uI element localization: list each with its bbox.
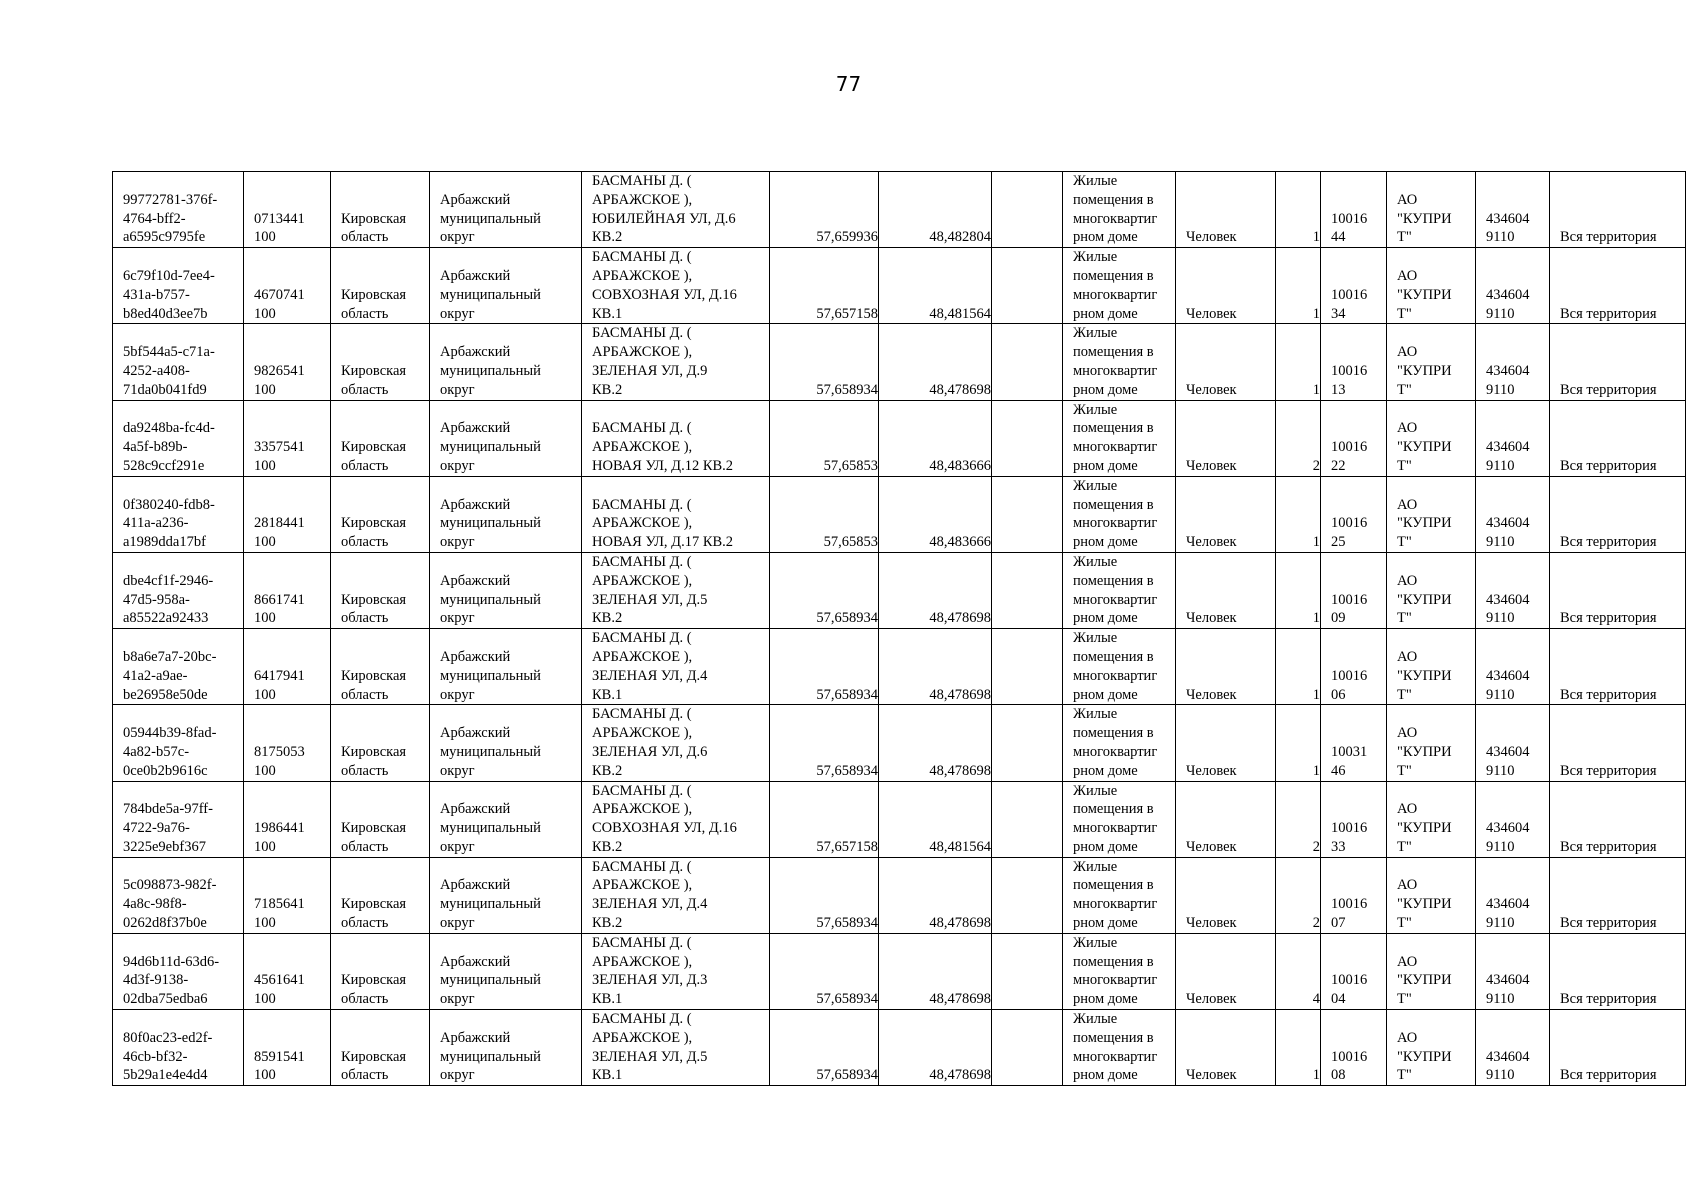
cell-account: 10031 46 [1321,705,1387,781]
cell-record-id: 5bf544a5-c71a- 4252-a408- 71da0b041fd9 [113,324,244,400]
cell-code: 9826541 100 [244,324,331,400]
cell-region: Кировская область [331,400,430,476]
cell-district: Арбажский муниципальный округ [430,1010,582,1086]
cell-district: Арбажский муниципальный округ [430,552,582,628]
registry-table [112,171,1686,1086]
cell-code: 6417941 100 [244,629,331,705]
cell-territory: Вся территория [1550,476,1686,552]
cell-inn: 434604 9110 [1476,629,1550,705]
cell-latitude: 57,658934 [770,857,879,933]
cell-territory: Вся территория [1550,781,1686,857]
cell-latitude: 57,658934 [770,705,879,781]
cell-organization: АО "КУПРИ Т" [1387,172,1476,248]
table-row [113,933,1686,1009]
cell-empty [992,552,1063,628]
cell-latitude: 57,658934 [770,933,879,1009]
cell-account: 10016 33 [1321,781,1387,857]
cell-address: БАСМАНЫ Д. ( АРБАЖСКОЕ ), СОВХОЗНАЯ УЛ, Д.16 КВ.2 [582,781,770,857]
cell-region: Кировская область [331,857,430,933]
cell-territory: Вся территория [1550,629,1686,705]
cell-district: Арбажский муниципальный округ [430,857,582,933]
cell-code: 3357541 100 [244,400,331,476]
cell-territory: Вся территория [1550,933,1686,1009]
cell-address: БАСМАНЫ Д. ( АРБАЖСКОЕ ), ЗЕЛЕНАЯ УЛ, Д.3 КВ.1 [582,933,770,1009]
cell-account: 10016 09 [1321,552,1387,628]
cell-latitude: 57,658934 [770,1010,879,1086]
table-row [113,705,1686,781]
cell-inn: 434604 9110 [1476,248,1550,324]
cell-count: 2 [1276,400,1321,476]
cell-count: 4 [1276,933,1321,1009]
cell-region: Кировская область [331,1010,430,1086]
cell-longitude: 48,482804 [879,172,992,248]
cell-territory: Вся территория [1550,172,1686,248]
cell-count: 1 [1276,248,1321,324]
cell-latitude: 57,658934 [770,629,879,705]
cell-organization: АО "КУПРИ Т" [1387,933,1476,1009]
cell-unit: Человек [1176,172,1276,248]
cell-organization: АО "КУПРИ Т" [1387,705,1476,781]
cell-latitude: 57,658934 [770,552,879,628]
cell-district: Арбажский муниципальный округ [430,172,582,248]
cell-record-id: 80f0ac23-ed2f- 46cb-bf32- 5b29a1e4e4d4 [113,1010,244,1086]
cell-record-id: dbe4cf1f-2946- 47d5-958a- a85522a92433 [113,552,244,628]
cell-latitude: 57,659936 [770,172,879,248]
cell-premises-type: Жилые помещения в многоквартиг рном доме [1063,552,1176,628]
cell-premises-type: Жилые помещения в многоквартиг рном доме [1063,781,1176,857]
table-row [113,629,1686,705]
cell-region: Кировская область [331,552,430,628]
cell-premises-type: Жилые помещения в многоквартиг рном доме [1063,248,1176,324]
cell-unit: Человек [1176,705,1276,781]
cell-account: 10016 22 [1321,400,1387,476]
cell-inn: 434604 9110 [1476,324,1550,400]
cell-territory: Вся территория [1550,552,1686,628]
table-row [113,781,1686,857]
cell-code: 8661741 100 [244,552,331,628]
cell-longitude: 48,478698 [879,857,992,933]
cell-unit: Человек [1176,1010,1276,1086]
cell-code: 8175053 100 [244,705,331,781]
cell-territory: Вся территория [1550,400,1686,476]
cell-latitude: 57,657158 [770,781,879,857]
cell-count: 1 [1276,552,1321,628]
cell-address: БАСМАНЫ Д. ( АРБАЖСКОЕ ), ЗЕЛЕНАЯ УЛ, Д.4 КВ.2 [582,857,770,933]
cell-count: 1 [1276,629,1321,705]
cell-organization: АО "КУПРИ Т" [1387,1010,1476,1086]
cell-count: 2 [1276,857,1321,933]
cell-premises-type: Жилые помещения в многоквартиг рном доме [1063,933,1176,1009]
table-row [113,476,1686,552]
table-row [113,400,1686,476]
cell-unit: Человек [1176,248,1276,324]
cell-inn: 434604 9110 [1476,172,1550,248]
cell-district: Арбажский муниципальный округ [430,248,582,324]
cell-account: 10016 04 [1321,933,1387,1009]
page-number: 77 [835,72,862,96]
cell-longitude: 48,478698 [879,1010,992,1086]
cell-region: Кировская область [331,324,430,400]
cell-address: БАСМАНЫ Д. ( АРБАЖСКОЕ ), ЗЕЛЕНАЯ УЛ, Д.5 КВ.1 [582,1010,770,1086]
cell-region: Кировская область [331,248,430,324]
cell-premises-type: Жилые помещения в многоквартиг рном доме [1063,629,1176,705]
cell-account: 10016 08 [1321,1010,1387,1086]
cell-territory: Вся территория [1550,248,1686,324]
cell-organization: АО "КУПРИ Т" [1387,552,1476,628]
cell-organization: АО "КУПРИ Т" [1387,324,1476,400]
cell-region: Кировская область [331,781,430,857]
table-row [113,248,1686,324]
cell-premises-type: Жилые помещения в многоквартиг рном доме [1063,705,1176,781]
cell-territory: Вся территория [1550,324,1686,400]
cell-inn: 434604 9110 [1476,476,1550,552]
cell-code: 1986441 100 [244,781,331,857]
cell-address: БАСМАНЫ Д. ( АРБАЖСКОЕ ), НОВАЯ УЛ, Д.12 КВ.2 [582,400,770,476]
cell-premises-type: Жилые помещения в многоквартиг рном доме [1063,172,1176,248]
cell-address: БАСМАНЫ Д. ( АРБАЖСКОЕ ), НОВАЯ УЛ, Д.17 КВ.2 [582,476,770,552]
cell-district: Арбажский муниципальный округ [430,400,582,476]
cell-empty [992,705,1063,781]
cell-longitude: 48,483666 [879,476,992,552]
cell-inn: 434604 9110 [1476,857,1550,933]
cell-count: 1 [1276,324,1321,400]
cell-organization: АО "КУПРИ Т" [1387,400,1476,476]
cell-unit: Человек [1176,400,1276,476]
cell-address: БАСМАНЫ Д. ( АРБАЖСКОЕ ), ЗЕЛЕНАЯ УЛ, Д.5 КВ.2 [582,552,770,628]
cell-unit: Человек [1176,781,1276,857]
cell-empty [992,324,1063,400]
cell-code: 4561641 100 [244,933,331,1009]
cell-longitude: 48,478698 [879,629,992,705]
cell-inn: 434604 9110 [1476,781,1550,857]
cell-region: Кировская область [331,933,430,1009]
cell-organization: АО "КУПРИ Т" [1387,248,1476,324]
cell-latitude: 57,657158 [770,248,879,324]
table-row [113,172,1686,248]
cell-record-id: 99772781-376f- 4764-bff2- a6595c9795fe [113,172,244,248]
cell-record-id: 5c098873-982f- 4a8c-98f8- 0262d8f37b0e [113,857,244,933]
cell-longitude: 48,481564 [879,248,992,324]
cell-record-id: 784bde5a-97ff- 4722-9a76- 3225e9ebf367 [113,781,244,857]
cell-code: 4670741 100 [244,248,331,324]
cell-record-id: 05944b39-8fad- 4a82-b57c- 0ce0b2b9616c [113,705,244,781]
cell-territory: Вся территория [1550,705,1686,781]
cell-record-id: b8a6e7a7-20bc- 41a2-a9ae- be26958e50de [113,629,244,705]
cell-record-id: da9248ba-fc4d- 4a5f-b89b- 528c9ccf291e [113,400,244,476]
cell-inn: 434604 9110 [1476,552,1550,628]
cell-address: БАСМАНЫ Д. ( АРБАЖСКОЕ ), ЗЕЛЕНАЯ УЛ, Д.4 КВ.1 [582,629,770,705]
cell-latitude: 57,65853 [770,400,879,476]
cell-district: Арбажский муниципальный округ [430,933,582,1009]
cell-count: 2 [1276,781,1321,857]
cell-unit: Человек [1176,552,1276,628]
cell-territory: Вся территория [1550,857,1686,933]
cell-record-id: 0f380240-fdb8- 411a-a236- a1989dda17bf [113,476,244,552]
cell-inn: 434604 9110 [1476,1010,1550,1086]
cell-empty [992,629,1063,705]
cell-longitude: 48,478698 [879,324,992,400]
cell-premises-type: Жилые помещения в многоквартиг рном доме [1063,324,1176,400]
cell-empty [992,476,1063,552]
cell-inn: 434604 9110 [1476,933,1550,1009]
cell-organization: АО "КУПРИ Т" [1387,629,1476,705]
cell-empty [992,172,1063,248]
cell-address: БАСМАНЫ Д. ( АРБАЖСКОЕ ), ЮБИЛЕЙНАЯ УЛ, Д.6 КВ.2 [582,172,770,248]
cell-longitude: 48,478698 [879,552,992,628]
cell-empty [992,781,1063,857]
table-row [113,1010,1686,1086]
cell-premises-type: Жилые помещения в многоквартиг рном доме [1063,400,1176,476]
cell-account: 10016 34 [1321,248,1387,324]
cell-latitude: 57,658934 [770,324,879,400]
cell-record-id: 94d6b11d-63d6- 4d3f-9138- 02dba75edba6 [113,933,244,1009]
cell-district: Арбажский муниципальный округ [430,324,582,400]
cell-premises-type: Жилые помещения в многоквартиг рном доме [1063,476,1176,552]
cell-address: БАСМАНЫ Д. ( АРБАЖСКОЕ ), СОВХОЗНАЯ УЛ, Д.16 КВ.1 [582,248,770,324]
cell-unit: Человек [1176,857,1276,933]
cell-count: 1 [1276,1010,1321,1086]
cell-code: 7185641 100 [244,857,331,933]
cell-account: 10016 07 [1321,857,1387,933]
cell-district: Арбажский муниципальный округ [430,629,582,705]
cell-account: 10016 13 [1321,324,1387,400]
cell-premises-type: Жилые помещения в многоквартиг рном доме [1063,857,1176,933]
cell-unit: Человек [1176,933,1276,1009]
cell-count: 1 [1276,172,1321,248]
table-row [113,324,1686,400]
cell-count: 1 [1276,705,1321,781]
table-row [113,857,1686,933]
cell-inn: 434604 9110 [1476,705,1550,781]
cell-organization: АО "КУПРИ Т" [1387,476,1476,552]
cell-empty [992,400,1063,476]
table-row [113,552,1686,628]
cell-count: 1 [1276,476,1321,552]
cell-unit: Человек [1176,324,1276,400]
cell-latitude: 57,65853 [770,476,879,552]
cell-region: Кировская область [331,705,430,781]
cell-longitude: 48,478698 [879,705,992,781]
cell-region: Кировская область [331,629,430,705]
cell-longitude: 48,483666 [879,400,992,476]
cell-empty [992,1010,1063,1086]
cell-empty [992,857,1063,933]
cell-unit: Человек [1176,476,1276,552]
cell-territory: Вся территория [1550,1010,1686,1086]
cell-unit: Человек [1176,629,1276,705]
cell-code: 8591541 100 [244,1010,331,1086]
cell-longitude: 48,481564 [879,781,992,857]
cell-empty [992,933,1063,1009]
cell-address: БАСМАНЫ Д. ( АРБАЖСКОЕ ), ЗЕЛЕНАЯ УЛ, Д.6 КВ.2 [582,705,770,781]
cell-district: Арбажский муниципальный округ [430,781,582,857]
cell-longitude: 48,478698 [879,933,992,1009]
cell-region: Кировская область [331,476,430,552]
cell-code: 2818441 100 [244,476,331,552]
cell-organization: АО "КУПРИ Т" [1387,781,1476,857]
cell-empty [992,248,1063,324]
cell-account: 10016 25 [1321,476,1387,552]
cell-account: 10016 44 [1321,172,1387,248]
cell-address: БАСМАНЫ Д. ( АРБАЖСКОЕ ), ЗЕЛЕНАЯ УЛ, Д.9 КВ.2 [582,324,770,400]
cell-account: 10016 06 [1321,629,1387,705]
cell-district: Арбажский муниципальный округ [430,705,582,781]
cell-district: Арбажский муниципальный округ [430,476,582,552]
cell-inn: 434604 9110 [1476,400,1550,476]
cell-premises-type: Жилые помещения в многоквартиг рном доме [1063,1010,1176,1086]
cell-organization: АО "КУПРИ Т" [1387,857,1476,933]
cell-record-id: 6c79f10d-7ee4- 431a-b757- b8ed40d3ee7b [113,248,244,324]
cell-code: 0713441 100 [244,172,331,248]
cell-region: Кировская область [331,172,430,248]
